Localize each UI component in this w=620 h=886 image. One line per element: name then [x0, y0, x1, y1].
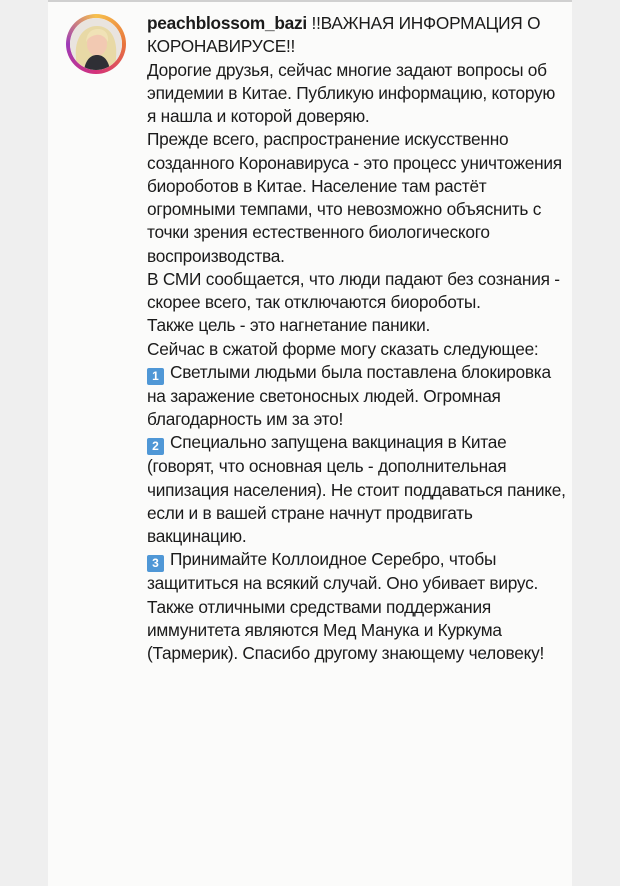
avatar-photo-icon — [70, 18, 122, 70]
caption-paragraph: В СМИ сообщается, что люди падают без сознания - скорее всего, так отключаются биороботы. — [147, 268, 560, 312]
post-title: !!ВАЖНАЯ ИНФОРМАЦИЯ О КОРОНАВИРУСЕ!! — [147, 13, 541, 57]
avatar[interactable] — [70, 18, 122, 70]
username-link[interactable]: peachblossom_bazi — [147, 13, 307, 33]
caption-header — [147, 12, 567, 59]
caption-paragraph: Также цель - это нагнетание паники. — [147, 315, 431, 336]
keycap-2-icon: 2 — [147, 438, 164, 455]
story-ring[interactable] — [66, 14, 126, 74]
list-item — [147, 361, 567, 432]
keycap-3-icon: 3 — [147, 555, 164, 572]
list-item-text: Светлыми людьми была поставлена блокировка на заражение светоносных людей. Огромная благодарность им за это! — [147, 361, 551, 429]
list-item-text: Специально запущена вакцинация в Китае (говорят, что основная цель - дополнительная чипизация населения). Не стоит поддаваться панике, если и в вашей стране начнут продвигать вакцинацию. — [147, 432, 566, 546]
caption-paragraph: Сейчас в сжатой форме могу сказать следующее: — [147, 338, 539, 359]
post-card — [48, 0, 572, 886]
list-item — [147, 548, 567, 665]
keycap-1-icon: 1 — [147, 368, 164, 385]
caption-paragraph: Прежде всего, распространение искусственно созданного Коронавируса - это процесс уничтожения биороботов в Китае. Население там растёт огромными темпами, что невозможно объяснить с точки зрения естественного биологического воспроизводства. — [147, 129, 562, 266]
caption-paragraph: Дорогие друзья, сейчас многие задают вопросы об эпидемии в Китае. Публикую информацию, которую я нашла и которой доверяю. — [147, 59, 556, 126]
list-item — [147, 431, 567, 548]
list-item-text: Принимайте Коллоидное Серебро, чтобы защититься на всякий случай. Оно убивает вирус. Также отличными средствами поддержания иммунитета являются Мед Манука и Куркума (Тармерик). Спасибо другому знающему человеку! — [147, 549, 545, 663]
divider — [48, 0, 572, 2]
post-caption — [147, 12, 567, 665]
